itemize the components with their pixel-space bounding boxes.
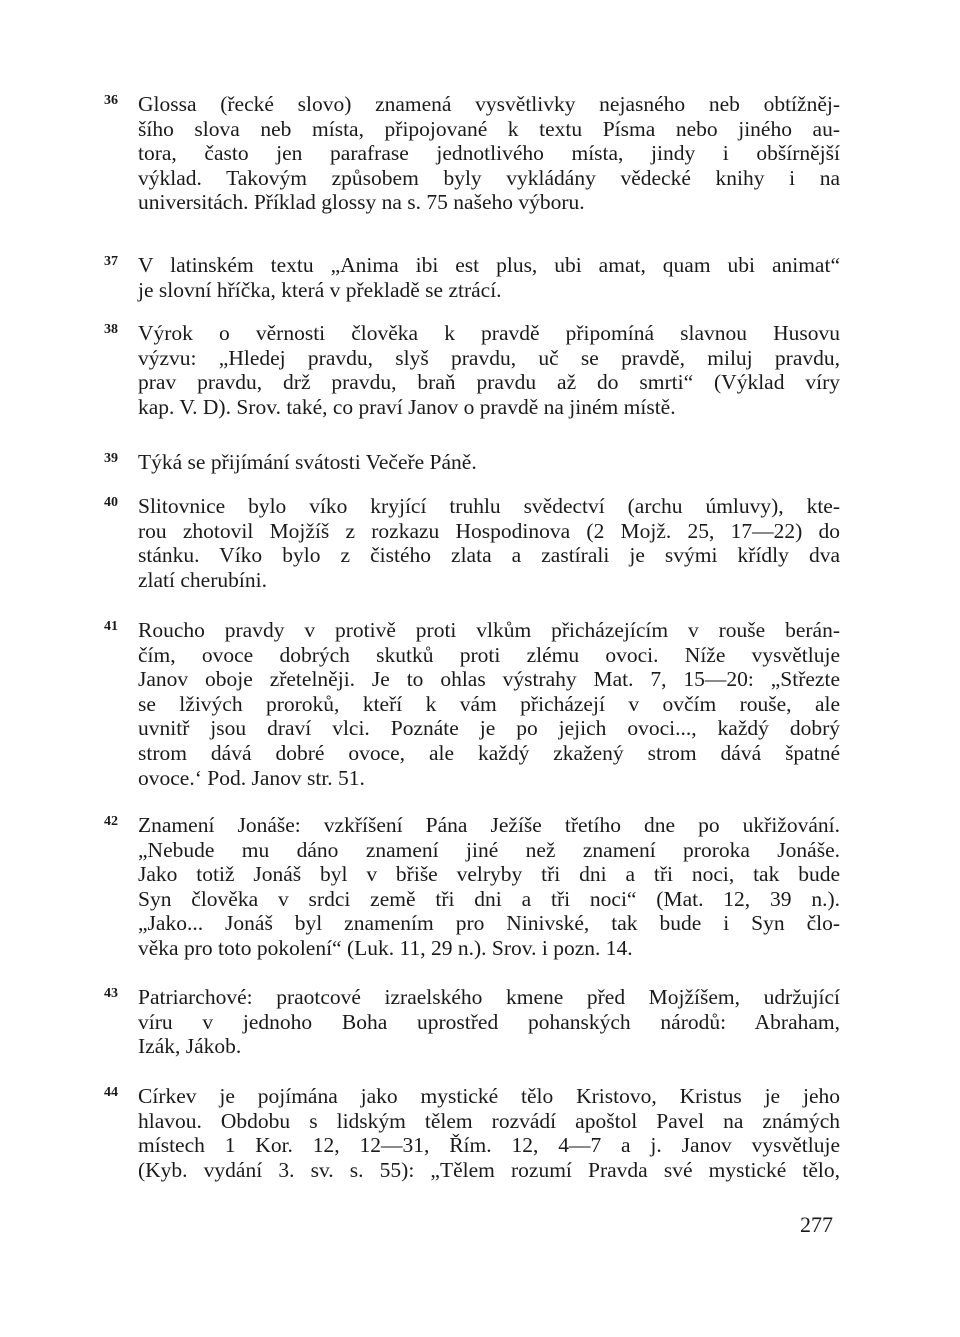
text-line: víru v jednoho Boha uprostřed pohanských národů: Abraham, <box>138 1009 840 1034</box>
footnote-39 <box>104 450 840 475</box>
text-line: je slovní hříčka, která v překladě se ztrácí. <box>138 277 502 302</box>
text-line: Výrok o věrnosti člověka k pravdě připomíná slavnou Husovu <box>138 321 840 345</box>
footnote-text <box>138 813 840 961</box>
text-line: výklad. Takovým způsobem byly vykládány vědecké knihy i na <box>138 165 840 190</box>
footnote-number: 41 <box>104 619 118 634</box>
footnote-number: 37 <box>104 254 118 269</box>
footnote-number: 40 <box>104 495 118 510</box>
page-number: 277 <box>800 1212 833 1237</box>
footnote-text <box>138 253 840 302</box>
text-line: uvnitř jsou draví vlci. Poznáte je po jejich ovoci..., každý dobrý <box>138 716 840 741</box>
text-line: se lživých proroků, kteří k vám přicházejí v ovčím rouše, ale <box>138 691 840 716</box>
footnote-text <box>138 92 840 215</box>
footnote-text <box>138 321 840 419</box>
text-line: Janov oboje zřetelněji. Je to ohlas výstrahy Mat. 7, 15—20: „Střezte <box>138 667 840 692</box>
text-line: V latinském textu „Anima ibi est plus, ubi amat, quam ubi animat“ <box>138 253 840 277</box>
footnote-42 <box>104 813 840 961</box>
footnote-40 <box>104 494 840 592</box>
text-line: „Nebude mu dáno znamení jiné než znamení proroka Jonáše. <box>138 837 840 862</box>
footnote-number: 43 <box>104 986 118 1001</box>
text-line: místech 1 Kor. 12, 12—31, Řím. 12, 4—7 a j. Janov vysvětluje <box>138 1133 840 1158</box>
footnote-43 <box>104 985 840 1059</box>
text-line: kap. V. D). Srov. také, co praví Janov o pravdě na jiném místě. <box>138 394 676 419</box>
text-line: Izák, Jákob. <box>138 1034 242 1059</box>
text-line: výzvu: „Hledej pravdu, slyš pravdu, uč se pravdě, miluj pravdu, <box>138 345 840 370</box>
footnote-text <box>138 618 840 790</box>
text-line: hlavou. Obdobu s lidským tělem rozvádí apoštol Pavel na známých <box>138 1108 840 1133</box>
footnote-37 <box>104 253 840 302</box>
text-line: Glossa (řecké slovo) znamená vysvětlivky nejasného neb obtížněj- <box>138 92 840 116</box>
text-line: stánku. Víko bylo z čistého zlata a zastírali je svými křídly dva <box>138 543 840 568</box>
footnote-41 <box>104 618 840 790</box>
footnote-number: 36 <box>104 93 118 108</box>
text-line: prav pravdu, drž pravdu, braň pravdu až do smrti“ (Výklad víry <box>138 370 840 395</box>
text-line: Patriarchové: praotcové izraelského kmene před Mojžíšem, udržující <box>138 985 840 1009</box>
footnote-text <box>138 1084 840 1182</box>
text-line: šího slova neb místa, připojované k textu Písma nebo jiného au- <box>138 116 840 141</box>
text-line: Slitovnice bylo víko kryjící truhlu svědectví (archu úmluvy), kte- <box>138 494 840 518</box>
footnote-text <box>138 494 840 592</box>
text-line: universitách. Příklad glossy na s. 75 našeho výboru. <box>138 190 585 215</box>
footnote-number: 39 <box>104 451 118 466</box>
text-line: Církev je pojímána jako mystické tělo Kristovo, Kristus je jeho <box>138 1084 840 1108</box>
footnote-number: 38 <box>104 322 118 337</box>
text-line: Syn člověka v srdci země tři dni a tři noci“ (Mat. 12, 39 n.). <box>138 886 840 911</box>
footnote-36 <box>104 92 840 215</box>
text-line: tora, často jen parafrase jednotlivého místa, jindy i obšírnější <box>138 141 840 166</box>
text-line: „Jako... Jonáš byl znamením pro Ninivské, tak bude i Syn člo- <box>138 911 840 936</box>
text-line: Znamení Jonáše: vzkříšení Pána Ježíše třetího dne po ukřižování. <box>138 813 840 837</box>
footnote-number: 42 <box>104 814 118 829</box>
text-line: Roucho pravdy v protivě proti vlkům přicházejícím v rouše berán- <box>138 618 840 642</box>
footnote-text <box>138 985 840 1059</box>
text-line: Jako totiž Jonáš byl v břiše velryby tři dni a tři noci, tak bude <box>138 862 840 887</box>
footnote-38 <box>104 321 840 419</box>
text-line: strom dává dobré ovoce, ale každý zkažený strom dává špatné <box>138 740 840 765</box>
footnote-44 <box>104 1084 840 1182</box>
text-line: věka pro toto pokolení“ (Luk. 11, 29 n.). Srov. i pozn. 14. <box>138 935 633 960</box>
text-line: rou zhotovil Mojžíš z rozkazu Hospodinova (2 Mojž. 25, 17—22) do <box>138 518 840 543</box>
text-line: Týká se přijímání svátosti Večeře Páně. <box>138 450 477 474</box>
text-line: (Kyb. vydání 3. sv. s. 55): „Tělem rozumí Pravda své mystické tělo, <box>138 1157 840 1182</box>
text-line: čím, ovoce dobrých skutků proti zlému ovoci. Níže vysvětluje <box>138 642 840 667</box>
footnote-number: 44 <box>104 1085 118 1100</box>
footnote-text <box>138 450 840 475</box>
text-line: zlatí cherubíni. <box>138 567 267 592</box>
text-line: ovoce.‘ Pod. Janov str. 51. <box>138 765 365 790</box>
